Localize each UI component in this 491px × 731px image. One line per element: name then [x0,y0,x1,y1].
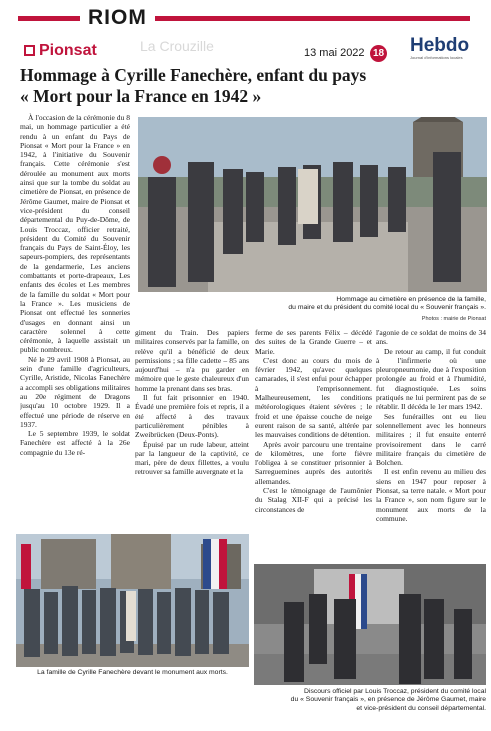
article-headline [20,65,480,107]
article-column-4 [376,328,486,554]
bottom-left-caption: La famille de Cyrille Fanechère devant le monument aux morts. [37,669,228,676]
article-column-3 [255,328,372,554]
logo-name: Hebdo [410,35,470,56]
monument-photo [16,534,249,667]
paragraph: C'est donc au cours du mois de février 1942, qu'avec quelques camarades, il s'est enfui pour échapper à l'emprisonnement. Malheureusement, les conditions météorologiques étaient sévères ; le froid et une épaisse couche de neige eurent raison de sa santé, altérée par les mauvaises conditions de détention. [255,355,372,440]
paragraph: De retour au camp, il fut conduit à l'infirmerie où une pleuropneumonie, due à l'exposition prolongée au froid et à l'humidité, fut diagnostiquée. Les soins pratiqués ne lui permirent pas de se rétablir. Il décéda le 1er mars 1942. [376,346,486,412]
logo-tagline: Journal d'informations locales [410,55,463,60]
paragraph: Il fut fait prisonnier en 1940. Évadé une première fois et repris, il a été affecté à des travaux particulièrement pénibles à Zweibrücken (Deux-Ponts). [135,393,249,440]
speech-photo-image [254,564,486,685]
bleed-through-text: La Crouzille [140,38,214,54]
paragraph: Ses funérailles ont eu lieu solennellement avec les honneurs militaires ; il fut ensuite enterré provisoirement dans le carré militaire français du cimetière de Bolchen. [376,411,486,468]
paragraph: ferme de ses parents Félix – décédé des suites de la Grande Guerre – et Marie. [255,328,372,356]
caption-line: et vice-président du conseil départemental. [356,704,486,712]
article-column-1 [20,113,130,533]
paragraph: Épuisé par un rude labeur, atteint par la langueur de la captivité, ce mari, père de deux fillettes, a voulu retrouver sa famille auvergnate et la [135,439,249,477]
headline-line-2: « Mort pour la France en 1942 » [20,86,262,106]
paragraph: Né le 29 avril 1908 à Pionsat, au sein d'une famille d'agriculteurs, Cyrille, Aristide, Nicolas Fanechère a accompli ses obligations militaires au 20e régiment de Dragons jusqu'au 10 octobre 1929. Il a effectué une période de réserve en 1937. [20,354,130,429]
header-band [18,7,470,29]
hebdo-logo [410,36,486,66]
top-photo-caption [250,296,486,313]
section-square-icon [24,45,35,56]
caption-line: du « Souvenir français », en présence de Jérôme Gaumet, maire [290,696,486,704]
section-label [24,42,97,60]
city-title: RIOM [80,7,155,29]
bottom-right-caption [254,688,486,713]
paragraph: Le 5 septembre 1939, le soldat Fanechère est affecté à la 26e compagnie du 13e ré- [20,429,130,457]
section-name: Pionsat [39,42,97,59]
caption-line: du maire et du président du comité local du « Souvenir français ». [288,304,486,312]
speech-photo [254,564,486,685]
cemetery-photo [138,117,487,292]
article-column-2 [135,328,249,528]
issue-date: 13 mai 2022 [304,47,365,59]
paragraph: Il est enfin revenu au milieu des siens en 1947 pour reposer à Pionsat, sa terre natale. « Mort pour la France », son nom figure sur le monument aux morts de la commune. [376,467,486,523]
caption-line: Hommage au cimetière en présence de la famille, [336,296,486,303]
paragraph: l'agonie de ce soldat de moins de 34 ans. [376,328,486,347]
paragraph: giment du Train. Des papiers militaires conservés par la famille, on relève qu'il a bénéficié de deux permissions ; sa fille cadette – 85 ans aujourd'hui – n'a pu garder en mémoire que le geste chaleureux d'un homme la prenant dans ses bras. [135,328,249,393]
headline-line-1: Hommage à Cyrille Fanechère, enfant du pays [20,65,367,85]
paragraph: C'est le témoignage de l'aumônier du Stalag XII-F qui a précisé les circonstances de [255,486,372,514]
monument-photo-image [16,534,249,667]
paragraph: Après avoir parcouru une trentaine de kilomètres, une forte fièvre l'obligea à se constituer prisonnier à Sarreguemines auprès des autorités allemandes. [255,439,372,486]
photo-credit: Photos : mairie de Pionsat [421,316,486,322]
page-number-badge: 18 [370,45,387,62]
paragraph: À l'occasion de la cérémonie du 8 mai, un hommage particulier a été rendu à un enfant du Pays de Pionsat « Mort pour la France » en 1942, à l'initiative du Souvenir français. Cette cérémonie s'est déroulée au monument aux morts ainsi que sur la tombe du soldat au cimetière de Pionsat, en présence de Jérôme Gaumet, maire de Pionsat et vice-président du conseil départemental du Puy-de-Dôme, de Louis Troccaz, officier retraité, président du Comité du Souvenir français du Pays de Saint-Éloy, les sapeurs-pompiers, des représentants de la gendarmerie, Les anciens combattants et porte-drapeaux, Les enfants des écoles et Les membres de la famille du soldat « Mort pour la France ». Les musiciens de Pionsat ont effectué les sonneries d'usages en donnant ainsi un caractère solennel à cette cérémonie, à laquelle assistait un public nombreux. [20,113,130,355]
caption-line: Discours officiel par Louis Troccaz, président du comité local [304,688,486,695]
cemetery-photo-image [138,117,487,292]
